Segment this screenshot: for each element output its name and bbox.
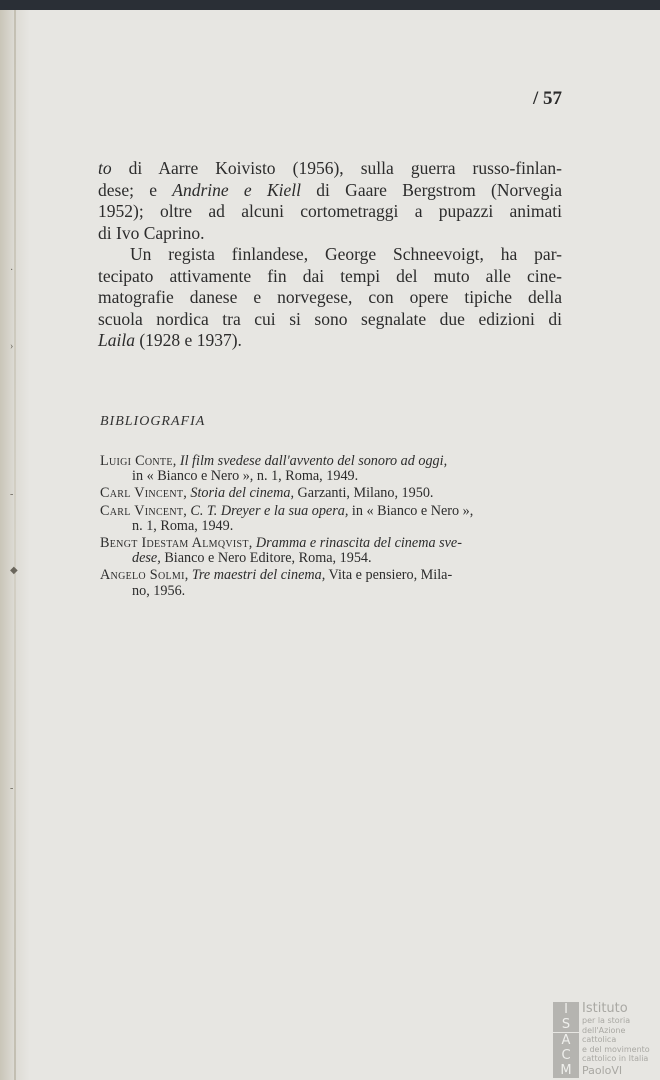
work-title: C. T. Dreyer e la sua opera, (190, 502, 349, 519)
archive-watermark-logo (553, 1002, 657, 1080)
publication-info: in « Bianco e Nero », n. 1, Roma, 1949. (132, 468, 359, 485)
margin-mark: › (10, 341, 14, 352)
work-title: Storia del cinema, (190, 485, 294, 502)
body-text (98, 158, 562, 352)
text-line: 1952); oltre ad alcuni cortometraggi a pupazzi animati (98, 201, 562, 221)
author: Bengt Idestam Almqvist (100, 535, 249, 552)
text-line: dese; e Andrine e Kiell di Gaare Bergstrom (Norvegia (98, 179, 562, 200)
work-title: dese, (132, 550, 161, 567)
author: Angelo Solmi (100, 567, 185, 584)
work-title: Il film svedese dall'avvento del sonoro ad oggi, (179, 453, 448, 469)
text-line: Un regista finlandese, George Schneevoigt, ha par- (130, 244, 562, 264)
work-title: Dramma e rinascita del cinema sve- (255, 535, 462, 552)
text-line: tecipato attivamente fin dai tempi del muto alle cine- (98, 265, 562, 286)
work-title: Tre maestri del cinema, (191, 567, 326, 584)
paragraph-2 (98, 244, 562, 352)
bibliography-entry: Luigi Conte, Il film svedese dall'avvento del sonoro ad oggi, in « Bianco e Nero », n. 1, Roma, 1949. (100, 454, 562, 484)
publication-info: Vita e pensiero, Mila- (325, 567, 453, 584)
publication-info: Garzanti, Milano, 1950. (294, 485, 434, 502)
bibliography-entry: Bengt Idestam Almqvist, Dramma e rinascita del cinema sve- dese, Bianco e Nero Editore, Roma, 1954. (100, 535, 462, 567)
bibliography-list (100, 454, 562, 601)
publication-info: no, 1956. (132, 582, 186, 599)
text-line: matografie danese e norvegese, con opere tipiche della (98, 287, 562, 307)
margin-mark: ‐ (10, 489, 14, 500)
logo-text: Istituto per la storia dell'Azione cattolica e del movimento cattolico in Italia PaoloVI (582, 1001, 650, 1077)
text-line: Laila (1928 e 1937). (98, 330, 242, 350)
publication-info: Bianco e Nero Editore, Roma, 1954. (160, 550, 372, 567)
book-page (0, 10, 660, 1080)
margin-mark: ‐ (10, 783, 14, 794)
bibliography-entry: Carl Vincent, Storia del cinema, Garzanti, Milano, 1950. (100, 485, 434, 502)
author: Luigi Conte (100, 453, 173, 469)
spine-shadow (14, 10, 16, 1080)
text-line: scuola nordica tra cui si sono segnalate due edizioni di (98, 308, 562, 329)
publication-info: in « Bianco e Nero », (348, 502, 474, 519)
bibliography-heading: BIBLIOGRAFIA (100, 414, 206, 429)
publication-info: n. 1, Roma, 1949. (132, 517, 234, 534)
author: Carl Vincent (100, 485, 184, 502)
bibliography-entry: Carl Vincent, C. T. Dreyer e la sua opera, in « Bianco e Nero », n. 1, Roma, 1949. (100, 504, 562, 534)
text-line: di Ivo Caprino. (98, 222, 205, 243)
page-number: / 57 (532, 88, 562, 109)
logo-monogram: I S A C M (553, 1002, 579, 1078)
bibliography-entry: Angelo Solmi, Tre maestri del cinema, Vita e pensiero, Mila- no, 1956. (100, 568, 562, 598)
margin-mark: ◆ (10, 565, 18, 576)
paragraph-1 (98, 158, 562, 244)
margin-mark: · (10, 265, 14, 276)
text-line: to di Aarre Koivisto (1956), sulla guerra russo-finlan- (98, 158, 562, 178)
author: Carl Vincent (100, 502, 184, 519)
